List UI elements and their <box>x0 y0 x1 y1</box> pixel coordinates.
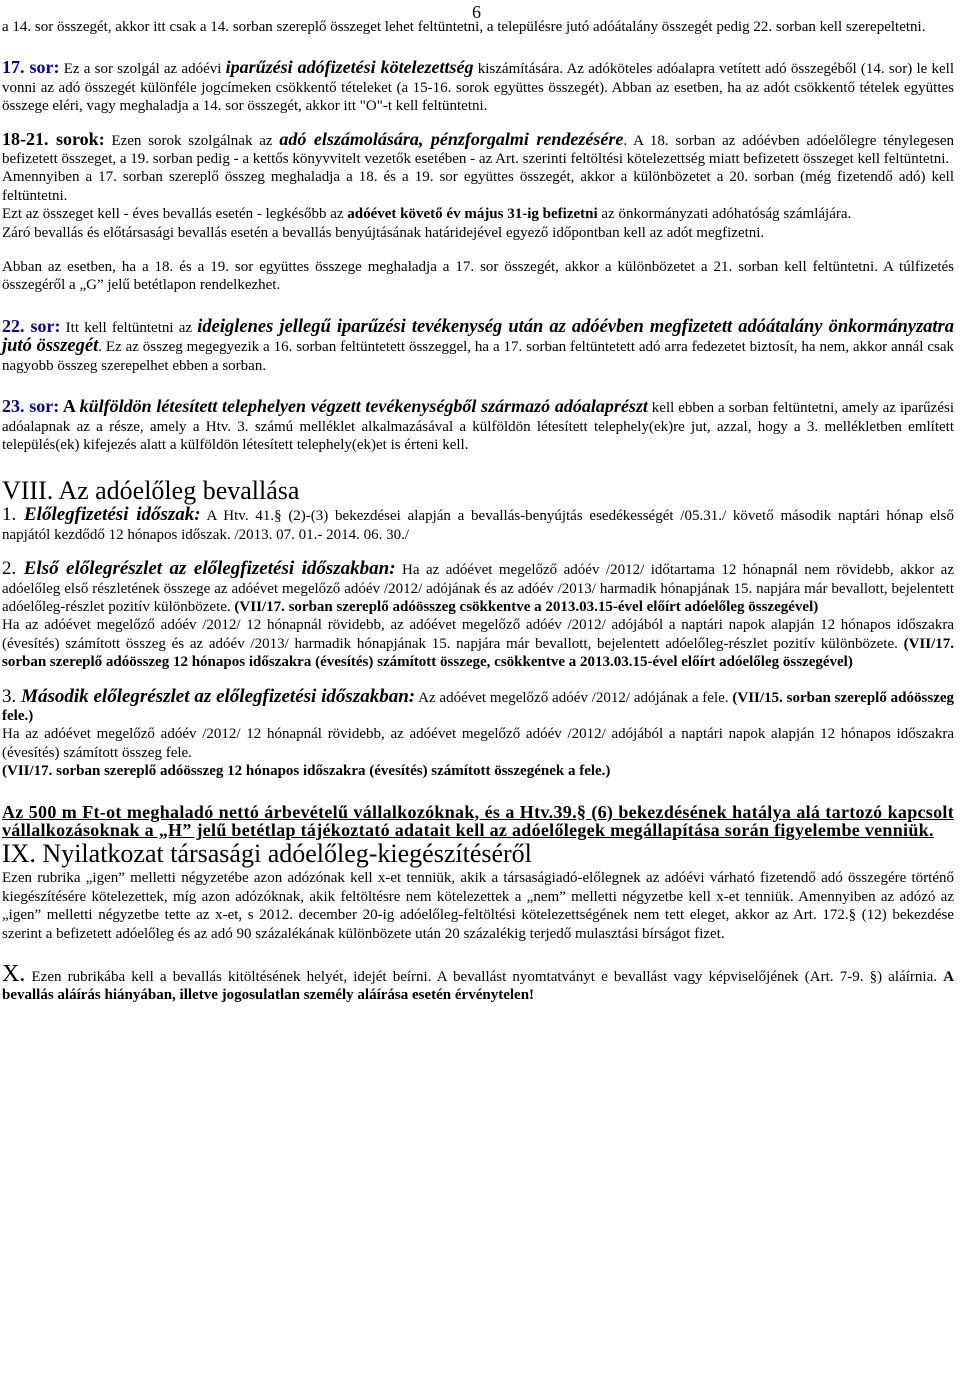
paragraph-row-20: Amennyiben a 17. sorban szereplő összeg meghaladja a 18. és a 19. sor együttes összegét, akkor a különbözetet a 20. sorban (még fizetendő adó) kell feltüntetni. <box>2 169 954 204</box>
item-3-short-year: Ha az adóévet megelőző adóév /2012/ 12 hónapnál rövidebb, az adóévet megelőző adóév /2012/ adójából a naptári napok alapján 12 hónapos időszakra (évesítés) számított összeg fele. (VII/17. sorban szereplő adóösszeg 12 hónapos időszakra (évesítés) számított összegének a fele.) <box>2 726 954 780</box>
paragraph-continuation: a 14. sor összegét, akkor itt csak a 14. sorban szereplő összeget lehet feltüntetni, a településre jutó adóátalány összegét pedig 22. sorban kell szerepeltetni. <box>2 19 926 35</box>
paragraph-ix-body: Ezen rubrika „igen” melletti négyzetébe azon adózónak kell x-et tenniük, akik a társaságiadó-előlegnek az adóévi várható fizetendő adó összegére történő kiegészítésére kötelezettek, míg azon adózóknak, akik feltöltésre nem kötelezettek a „nem” melletti négyzetbe kell x-et tenniük. Amennyiben az adózó az „igen” melletti négyzetbe tette az x-et, s 2012. december 20-ig adóelőleg-feltöltési kötelezettségének nem tett eleget, akkor az Art. 172.§ (12) bekezdése szerint a befizetett adóelőleg és az adó 90 százalékának különbözete után 20 százalékig terjedő mulasztási bírságot fizet. <box>2 870 954 942</box>
paragraph-row-17: 17. sor: Ez a sor szolgál az adóévi iparűzési adófizetési kötelezettség kiszámítására. Az adóköteles adóalapra vetített adó összegéből (14. sor) le kell vonni az adó összegét különféle jogcímeken csökkentő tételeket (a 15-16. sorok együttes összegét). Abban az esetben, ha az adót csökkentő tételek együttes összege eléri, vagy meghaladja a 14. sor összegét, akkor itt "O"-t kell feltüntetni. <box>2 57 954 115</box>
row-23-label: 23. sor: <box>2 396 60 417</box>
section-heading-ix: IX. Nyilatkozat társasági adóelőleg-kiegészítéséről <box>2 839 532 869</box>
notice-large-taxpayers: Az 500 m Ft-ot meghaladó nettó árbevételű vállalkozóknak, és a Htv.39.§ (6) bekezdésének hatálya alá tartozó kapcsolt vállalkozásoknak a „H” jelű betétlap tájékoztató adatait kell az adóelőlegek megállapítása során figyelembe venniük. <box>2 801 954 840</box>
paragraph-x-signature: X. Ezen rubrikába kell a bevallás kitöltésének helyét, idejét beírni. A bevallást nyomtatványt e bevallást vagy képviselőjének (Art. 7-9. §) aláírnia. A bevallás aláírás hiányában, illetve jogosulatlan személy aláírása esetén érvénytelen! <box>2 961 954 1004</box>
item-2-first-installment: 2. Első előlegrészlet az előlegfizetési időszakban: Ha az adóévet megelőző adóév /2012/ időtartama 12 hónapnál nem rövidebb, akkor az adóelőleg első részletének összege az adóévet megelőző adóév /2012/ adójának és az adóév /2013/ harmadik hónapjának 15. napjára már bevallott, bejelentett adóelőleg-részlet pozitív különbözete. (VII/17. sorban szereplő adóösszeg csökkentve a 2013.03.15-ével előírt adóelőleg összegével) <box>2 558 955 615</box>
page-number: 6 <box>472 2 481 22</box>
paragraph-row-21: Abban az esetben, ha a 18. és a 19. sor együttes összege meghaladja a 17. sor összegét, akkor a különbözetet a 21. sorban kell feltüntetni. A túlfizetés összegéről a „G” jelű betétlapon rendelkezhet. <box>2 259 954 294</box>
item-1-prepayment-period: 1. Előlegfizetési időszak: A Htv. 41.§ (2)-(3) bekezdései alapján a bevallás-benyújtás esedékességét /05.31./ követő második naptári hónap első napjától kezdődő 12 hónapos időszak. /2013. 07. 01.- 2014. 06. 30./ <box>2 504 954 543</box>
page-content <box>2 18 954 1005</box>
section-heading-viii: VIII. Az adóelőleg bevallása <box>2 476 300 506</box>
paragraph-row-23: 23. sor: A külföldön létesített telephelyen végzett tevékenységből származó adóalaprészt kell ebben a sorban feltüntetni, amely az iparűzési adóalapnak az a része, amely a Htv. 3. számú melléklet alkalmazásával a külföldön létesített telephely(ek)re jut, azzal, hogy a 3. mellékletben említett település(ek) kifejezés alatt a külföldön létesített telephely(ek)et is érteni kell. <box>2 396 954 453</box>
item-2-short-year: Ha az adóévet megelőző adóév /2012/ 12 hónapnál rövidebb, az adóévet megelőző adóév /2012/ adójából a naptári napok alapján 12 hónapos időszakra (évesítés) számított összeg és az adóév /2013/ harmadik hónapjának 15. napjára már bevallott, bejelentett adóelőleg-részlet pozitív különbözete. (VII/17. sorban szereplő adóösszeg 12 hónapos időszakra (évesítés) számított összege, csökkentve a 2013.03.15-ével előírt adóelőleg összegével) <box>2 617 954 671</box>
paragraph-final-return: Záró bevallás és előtársasági bevallás esetén a bevallás benyújtásának határidejével egyező időpontban kell az adót megfizetni. <box>2 224 765 241</box>
paragraph-rows-18-21: 18-21. sorok: Ezen sorok szolgálnak az adó elszámolására, pénzforgalmi rendezésére. A 18. sorban az adóévben adóelőlegre ténylegesen befizetett összeget, a 19. sorban pedig - a kettős könyvvitelt vezetők esetében - az Art. szerinti feltöltési kötelezettség miatt befizetett összeget kell feltüntetni. <box>2 128 954 168</box>
row-17-label: 17. sor: <box>2 57 60 78</box>
section-x-label: X. <box>2 961 26 988</box>
item-3-second-installment: 3. Második előlegrészlet az előlegfizetési időszakban: Az adóévet megelőző adóév /2012/ adójának a fele. (VII/15. sorban szereplő adóösszeg fele.) <box>2 685 955 724</box>
row-22-label: 22. sor: <box>2 315 61 336</box>
rows-18-21-label: 18-21. sorok: <box>2 128 105 149</box>
paragraph-row-22: 22. sor: Itt kell feltüntetni az ideiglenes jellegű iparűzési tevékenység után az adóévben megfizetett adóátalány önkormányzatra jutó összegét. Ez az összeg megegyezik a 16. sorban feltüntetett összeggel, ha a 17. sorban feltüntetett adó arra fedezetet biztosít, ha nem, akkor annál csak nagyobb összeg szerepelhet ebben a sorban. <box>2 315 955 374</box>
paragraph-payment-deadline: Ezt az összeget kell - éves bevallás esetén - legkésőbb az adóévet követő év május 31-ig befizetni az önkormányzati adóhatóság számlájára. <box>2 206 852 223</box>
